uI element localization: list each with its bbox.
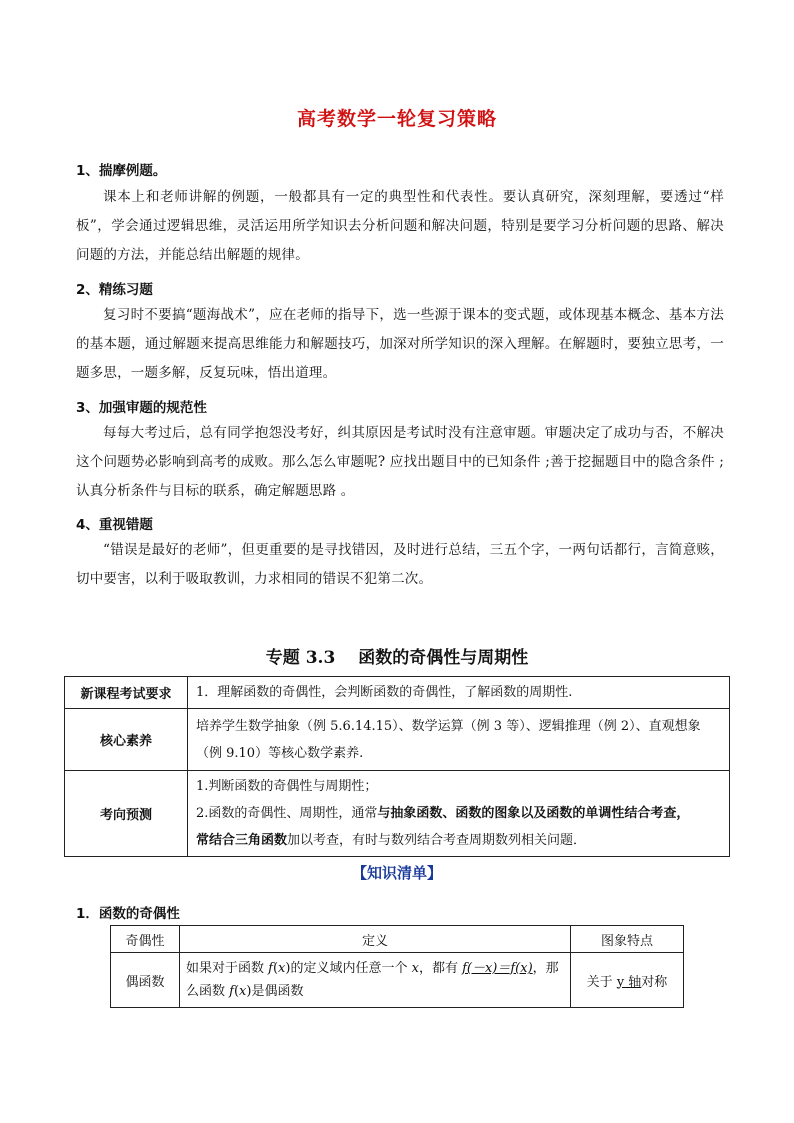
parity-header-type: 奇偶性 <box>111 926 180 953</box>
def-text-h: )是偶函数 <box>246 984 304 999</box>
requirements-label-exam: 新课程考试要求 <box>65 677 188 709</box>
topic-title: 专题 3.3 函数的奇偶性与周期性 <box>265 648 529 668</box>
forecast-line-1: 1.判断函数的奇偶性与周期性； <box>196 779 378 794</box>
parity-header-row <box>111 926 684 953</box>
strategy-1-heading: 1、揣摩例题。 <box>76 163 167 179</box>
strategy-1-body: 课本上和老师讲解的例题，一般都具有一定的典型性和代表性。要认真研究，深刻理解，要透过“样板”，学会通过逻辑思维，灵活运用所学知识去分析问题和解决问题，特别是要学习分析问题的思路、解决问题的方法，并能总结出解题的规律。 <box>76 189 724 263</box>
feature-axis: y 轴 <box>616 974 642 990</box>
strategy-2-body: 复习时不要搞“题海战术”，应在老师的指导下，选一些源于课本的变式题，或体现基本概念、基本方法的基本题，通过解题来提高思维能力和解题技巧，加深对所学知识的深入理解。在解题时，要独立思考，一题多思，一题多解，反复玩味，悟出道理。 <box>76 307 724 381</box>
requirements-content-forecast <box>188 771 730 857</box>
parity-even-feature <box>571 953 684 1008</box>
def-x1: x <box>278 961 286 976</box>
def-text-e: ，那么函数 <box>186 961 559 999</box>
feature-text-a: 关于 <box>586 974 617 990</box>
requirements-label-literacy: 核心素养 <box>65 709 188 771</box>
forecast-line-3 <box>196 827 721 854</box>
section-parity-heading: 1．函数的奇偶性 <box>76 906 180 922</box>
def-equation: f(－x)＝f(x) <box>462 961 533 976</box>
def-x2: x <box>411 961 419 976</box>
strategy-4-body: “错误是最好的老师”，但更重要的是寻找错因，及时进行总结，三五个字，一两句话都行，言简意赅，切中要害，以利于吸取教训，力求相同的错误不犯第二次。 <box>76 542 724 587</box>
requirements-row-forecast <box>65 771 730 857</box>
parity-even-name: 偶函数 <box>111 953 180 1008</box>
strategy-2-heading: 2、精练习题 <box>76 282 153 298</box>
requirements-row-literacy <box>65 709 730 771</box>
strategy-3-body: 每每大考过后，总有同学抱怨没考好，纠其原因是考试时没有注意审题。审题决定了成功与否，不解决这个问题势必影响到高考的成败。那么怎么审题呢? 应找出题目中的已知条件 ;善于挖掘题目中的隐含条件 ;认真分析条件与目标的联系，确定解题思路 。 <box>76 425 724 499</box>
forecast-line-2 <box>196 800 721 827</box>
parity-header-definition: 定义 <box>180 926 571 953</box>
strategy-4-heading: 4、重视错题 <box>76 517 153 533</box>
document-title: 高考数学一轮复习策略 <box>296 108 497 130</box>
requirements-content-literacy: 培养学生数学抽象（例 5.6.14.15）、数学运算（例 3 等）、逻辑推理（例 2）、直观想象（例 9.10）等核心数学素养. <box>188 709 730 771</box>
def-text-c: )的定义域内任意一个 <box>285 961 412 976</box>
def-f1: f <box>268 961 273 976</box>
requirements-content-exam: 1．理解函数的奇偶性，会判断函数的奇偶性，了解函数的周期性. <box>188 677 730 709</box>
def-f2: f <box>229 984 234 999</box>
feature-text-b: 对称 <box>641 974 668 990</box>
forecast-line-2-bold: 与抽象函数、函数的图象以及函数的单调性结合考查， <box>377 806 690 821</box>
def-text-g: ( <box>233 984 240 999</box>
forecast-line-3-plain: 加以考查，有时与数列结合考查周期数列相关问题． <box>287 833 587 848</box>
parity-header-feature: 图象特点 <box>571 926 684 953</box>
def-text-d: ，都有 <box>418 961 463 976</box>
forecast-line-3-bold: 常结合三角函数 <box>196 833 288 848</box>
parity-even-definition <box>180 953 571 1008</box>
parity-table <box>110 925 684 1008</box>
def-text-b: ( <box>272 961 279 976</box>
def-x3: x <box>239 984 247 999</box>
forecast-line-2-plain: 2.函数的奇偶性、周期性，通常 <box>196 806 378 821</box>
requirements-row-exam <box>65 677 730 709</box>
def-text-a: 如果对于函数 <box>186 961 269 976</box>
strategy-3-heading: 3、加强审题的规范性 <box>76 400 207 416</box>
knowledge-list-heading: 【知识清单】 <box>351 864 442 882</box>
parity-row-even <box>111 953 684 1008</box>
requirements-label-forecast: 考向预测 <box>65 771 188 857</box>
requirements-table <box>64 676 730 857</box>
